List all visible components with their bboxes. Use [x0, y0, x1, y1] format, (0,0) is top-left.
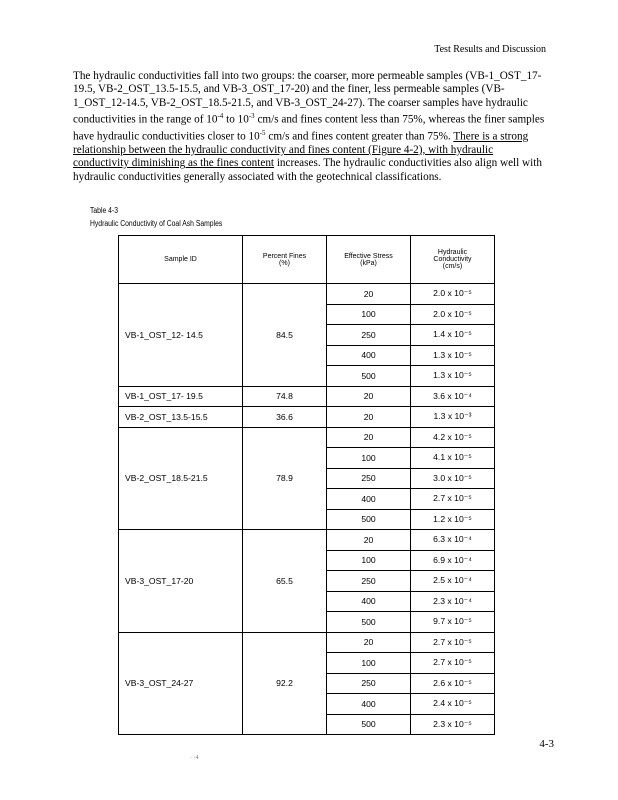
table-row [119, 530, 495, 551]
header-effective-stress [327, 236, 411, 284]
cell-hydraulic-conductivity: 3.6 x 10⁻⁴ [411, 386, 495, 407]
cell-percent-fines: 78.9 [243, 427, 327, 530]
table-row [119, 632, 495, 653]
cell-hydraulic-conductivity: 2.5 x 10⁻⁴ [411, 571, 495, 592]
paragraph-sup-3: -5 [259, 128, 266, 137]
cell-effective-stress: 400 [327, 694, 411, 715]
cell-effective-stress: 20 [327, 386, 411, 407]
cell-effective-stress: 400 [327, 345, 411, 366]
cell-effective-stress: 20 [327, 284, 411, 305]
cell-effective-stress: 20 [327, 530, 411, 551]
header-sample-id: Sample ID [119, 236, 243, 284]
cell-sample-id: VB-3_OST_24-27 [119, 632, 243, 735]
cell-effective-stress: 250 [327, 571, 411, 592]
header-percent-fines [243, 236, 327, 284]
cell-percent-fines: 92.2 [243, 632, 327, 735]
cell-effective-stress: 250 [327, 325, 411, 346]
cell-percent-fines: 36.6 [243, 407, 327, 428]
cell-hydraulic-conductivity: 1.3 x 10⁻³ [411, 407, 495, 428]
cell-hydraulic-conductivity: 1.3 x 10⁻⁵ [411, 345, 495, 366]
page-number: 4-3 [539, 738, 554, 750]
paragraph-text-3: cm/s and fines content less than 75%, whereas the finer samples have hydraulic conductivities closer to 10 [73, 113, 545, 143]
cell-hydraulic-conductivity: 4.1 x 10⁻⁵ [411, 448, 495, 469]
paragraph-underlined-text: There is a strong relationship between the hydraulic conductivity and fines content (Figure 4-2), with hydraulic conductivity diminishing as the fines content [73, 130, 529, 170]
cell-percent-fines: 65.5 [243, 530, 327, 633]
table-row [119, 386, 495, 407]
cell-hydraulic-conductivity: 1.3 x 10⁻⁵ [411, 366, 495, 387]
cell-hydraulic-conductivity: 2.7 x 10⁻⁵ [411, 632, 495, 653]
paragraph-text-1: The hydraulic conductivities fall into two groups: the coarser, more permeable samples (VB-1_OST_17-19.5, VB-2_OST_13.5-15.5, and VB-3_OST_17-20) and the finer, less permeable samples (VB-1_OST_12-14.5, VB-2_OST_18.5-21.5, and VB-3_OST_24-27). The coarser samples have hydraulic conductivities in the range of 10 [73, 70, 542, 126]
paragraph-sup-1: -4 [217, 111, 224, 120]
cell-effective-stress: 250 [327, 673, 411, 694]
cell-effective-stress: 100 [327, 653, 411, 674]
cell-percent-fines: 84.5 [243, 284, 327, 387]
cell-hydraulic-conductivity: 3.0 x 10⁻⁵ [411, 468, 495, 489]
footer-mark: · ·4 [190, 755, 199, 761]
header-stress-line1: Effective Stress [344, 252, 393, 260]
cell-hydraulic-conductivity: 2.6 x 10⁻⁵ [411, 673, 495, 694]
cell-effective-stress: 20 [327, 427, 411, 448]
hydraulic-conductivity-table [118, 235, 495, 735]
cell-effective-stress: 500 [327, 509, 411, 530]
cell-effective-stress: 500 [327, 612, 411, 633]
cell-hydraulic-conductivity: 2.4 x 10⁻⁵ [411, 694, 495, 715]
cell-hydraulic-conductivity: 6.3 x 10⁻⁴ [411, 530, 495, 551]
cell-percent-fines: 74.8 [243, 386, 327, 407]
paragraph-text-2: to 10 [223, 113, 249, 126]
header-fines-line1: Percent Fines [262, 252, 307, 260]
table-row [119, 407, 495, 428]
cell-sample-id: VB-2_OST_18.5-21.5 [119, 427, 243, 530]
cell-effective-stress: 400 [327, 489, 411, 510]
running-header: Test Results and Discussion [434, 44, 546, 55]
cell-hydraulic-conductivity: 4.2 x 10⁻⁵ [411, 427, 495, 448]
cell-hydraulic-conductivity: 1.4 x 10⁻⁵ [411, 325, 495, 346]
table-row [119, 427, 495, 448]
header-k-line2: Conductivity [433, 256, 472, 263]
table-caption-title: Hydraulic Conductivity of Coal Ash Samples [90, 219, 223, 228]
cell-sample-id: VB-2_OST_13.5-15.5 [119, 407, 243, 428]
header-k-line1: Hydraulic [437, 249, 468, 256]
paragraph-sup-2: -3 [248, 111, 255, 120]
cell-effective-stress: 100 [327, 304, 411, 325]
cell-effective-stress: 250 [327, 468, 411, 489]
body-paragraph [73, 70, 545, 184]
cell-hydraulic-conductivity: 2.7 x 10⁻⁵ [411, 653, 495, 674]
cell-effective-stress: 500 [327, 714, 411, 735]
header-hydraulic-conductivity [411, 236, 495, 284]
cell-hydraulic-conductivity: 6.9 x 10⁻⁴ [411, 550, 495, 571]
table-body [119, 284, 495, 735]
header-stress-line2: (kPa) [360, 259, 377, 267]
cell-hydraulic-conductivity: 2.0 x 10⁻⁵ [411, 284, 495, 305]
cell-hydraulic-conductivity: 2.7 x 10⁻⁵ [411, 489, 495, 510]
cell-hydraulic-conductivity: 1.2 x 10⁻⁵ [411, 509, 495, 530]
cell-sample-id: VB-1_OST_17- 19.5 [119, 386, 243, 407]
cell-hydraulic-conductivity: 2.3 x 10⁻⁴ [411, 591, 495, 612]
paragraph-text-4: cm/s and fines content greater than 75%. [265, 130, 454, 143]
cell-effective-stress: 500 [327, 366, 411, 387]
cell-effective-stress: 100 [327, 448, 411, 469]
paragraph-text-5: increases. The hydraulic conductivities also align well with hydraulic conductivities generally associated with the geotechnical classifications. [73, 157, 542, 183]
table-header-row [119, 236, 495, 284]
cell-hydraulic-conductivity: 2.0 x 10⁻⁵ [411, 304, 495, 325]
cell-effective-stress: 20 [327, 407, 411, 428]
cell-sample-id: VB-1_OST_12- 14.5 [119, 284, 243, 387]
header-k-line3: (cm/s) [442, 263, 463, 270]
header-fines-line2: (%) [279, 259, 290, 267]
cell-sample-id: VB-3_OST_17-20 [119, 530, 243, 633]
table-caption-number: Table 4-3 [90, 206, 118, 215]
cell-hydraulic-conductivity: 2.3 x 10⁻⁵ [411, 714, 495, 735]
table-row [119, 284, 495, 305]
cell-effective-stress: 400 [327, 591, 411, 612]
cell-hydraulic-conductivity: 9.7 x 10⁻⁵ [411, 612, 495, 633]
cell-effective-stress: 100 [327, 550, 411, 571]
cell-effective-stress: 20 [327, 632, 411, 653]
